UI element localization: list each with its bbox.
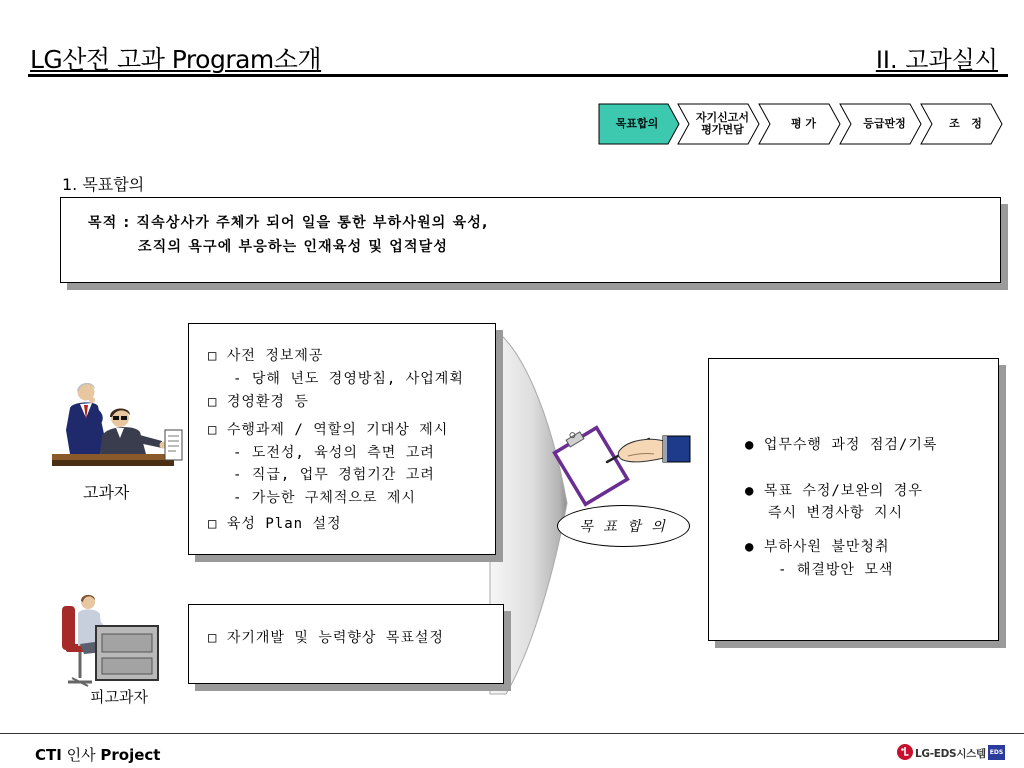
- footer-project-prefix: CTI: [35, 746, 62, 764]
- purpose-line: 목적 : 직속상사가 주체가 되어 일을 통한 부하사원의 육성,: [88, 215, 489, 231]
- title-rule: [28, 74, 1008, 77]
- hand-icon: [618, 436, 690, 462]
- process-step-label: 등급판정: [863, 117, 906, 130]
- evaluator-label: 고과자: [83, 483, 130, 502]
- slide-title: LG산전 고과 Program소개: [30, 45, 322, 74]
- process-step-label: 목표합의: [615, 117, 659, 130]
- list-item: ● 목표 수정/보완의 경우: [745, 483, 923, 499]
- logo-badge: EDS: [988, 745, 1005, 760]
- clipboard-icon: [550, 420, 627, 504]
- list-subitem: - 해결방안 모색: [778, 562, 894, 578]
- logo-text: LG-EDS시스템: [915, 748, 986, 760]
- evaluator-tasks-box: [188, 323, 496, 555]
- section-heading: 1. 목표합의: [62, 175, 145, 194]
- list-item: ● 부하사원 불만청취: [745, 539, 890, 555]
- process-step-label-2: 평가면담: [701, 123, 744, 136]
- evaluatee-tasks-box: [188, 604, 504, 684]
- list-item: □ 자기개발 및 능력향상 목표설정: [208, 630, 444, 646]
- agreement-oval: 목 표 합 의: [557, 505, 690, 547]
- process-step-grading: [839, 103, 923, 145]
- desk-icon: [52, 454, 174, 466]
- evaluator-figure-icon: [50, 378, 185, 470]
- follow-up-box: [708, 358, 999, 641]
- list-item: □ 경영환경 등: [208, 394, 309, 410]
- footer-project-suffix: Project: [100, 746, 161, 764]
- list-subitem: - 도전성, 육성의 측면 고려: [233, 445, 435, 461]
- process-step-label: 자기신고서: [695, 111, 750, 124]
- clipboard-signing-icon: [550, 420, 695, 510]
- list-item: □ 수행과제 / 역할의 기대상 제시: [208, 422, 449, 438]
- process-step-self-report: [677, 103, 761, 145]
- process-step-goal-agreement: [598, 103, 682, 145]
- standing-manager-icon: [66, 383, 104, 454]
- list-item: ● 업무수행 과정 점검/기록: [745, 437, 938, 453]
- section-title: II. 고과실시: [875, 46, 998, 74]
- seated-evaluator-icon: [100, 408, 167, 454]
- purpose-line: 조직의 욕구에 부응하는 인재육성 및 업적달성: [138, 239, 449, 255]
- process-step-label: 평 가: [790, 117, 817, 130]
- process-step-evaluation: [758, 103, 842, 145]
- list-subitem: - 당해 년도 경영방침, 사업계획: [233, 371, 464, 387]
- footer-project-mid: 인사: [66, 746, 96, 764]
- cuff-icon: [663, 436, 690, 462]
- footer-project: [35, 744, 160, 765]
- list-subitem: - 직급, 업무 경험기간 고려: [233, 467, 435, 483]
- evaluatee-label: 피고과자: [90, 688, 148, 706]
- list-subitem: 즉시 변경사항 지시: [768, 505, 904, 521]
- footer-rule: [0, 733, 1024, 734]
- list-subitem: - 가능한 구체적으로 제시: [233, 490, 416, 506]
- list-item: □ 육성 Plan 설정: [208, 516, 342, 532]
- document-icon: [165, 430, 182, 460]
- process-step-label: 조 정: [949, 117, 982, 130]
- purpose-box: [60, 197, 1001, 283]
- list-item: □ 사전 정보제공: [208, 348, 324, 364]
- lg-logo-icon: [896, 743, 914, 761]
- desk-icon: [96, 626, 158, 680]
- process-step-adjustment: [920, 103, 1004, 145]
- evaluatee-figure-icon: [58, 592, 163, 690]
